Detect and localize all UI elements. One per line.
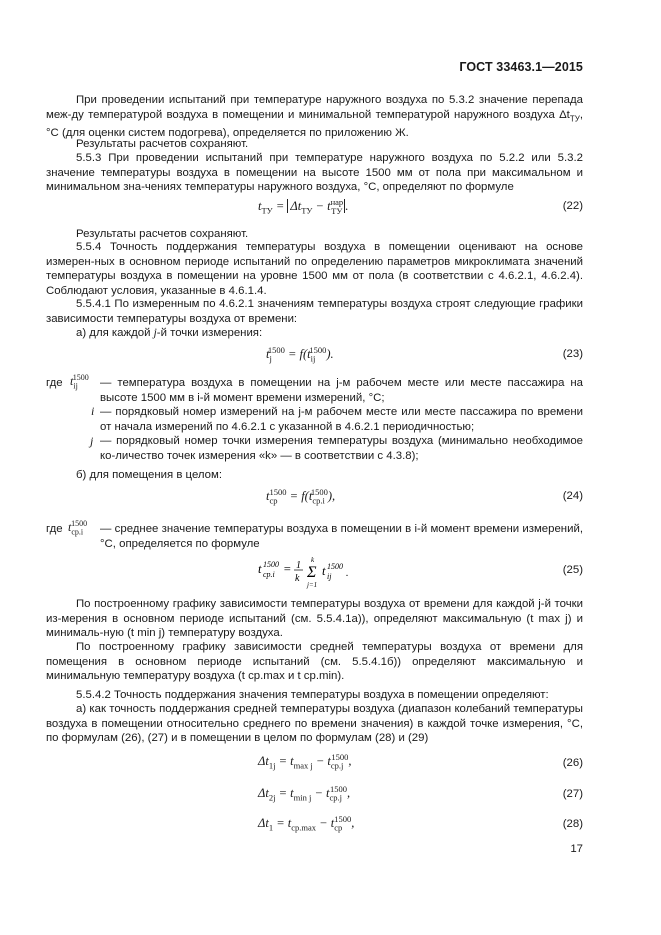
svg-text:=: = (283, 562, 292, 576)
equation-number-27: (27) (562, 788, 583, 800)
formula-25-graphic (258, 556, 358, 590)
paragraph-5-5-4-1: 5.5.4.1 По измеренным по 4.6.2.1 значениям температуры воздуха строят следующие графики зависимости температуры воздуха от времени: (46, 298, 583, 325)
formula-25 (258, 556, 358, 590)
equation-number-22: (22) (562, 200, 583, 212)
page-number: 17 (570, 843, 583, 855)
where-label-1: где (46, 377, 63, 389)
paragraph-5-5-3: 5.5.3 При проведении испытаний при температуре наружного воздуха по 5.2.2 или 5.3.2 значение температуры воздуха в помещении на высоте 1500 мм от пола при максимальном и минимальном зна-чениях температуры наружного воздуха, °С, определяют по формуле (46, 152, 583, 194)
formula-28: $\Delta t_1 = t_{ср.max} - t_{ср}^{1500}$, (258, 814, 355, 833)
equation-number-28: (28) (562, 818, 583, 830)
symbol-t-ij: $t_{ij}^{1500}$ (70, 373, 89, 391)
svg-text:ij: ij (327, 572, 332, 581)
symbol-i: i (91, 404, 95, 418)
list-item-b: б) для помещения в целом: (76, 469, 223, 481)
standard-header: ГОСТ 33463.1—2015 (459, 60, 583, 74)
equation-number-24: (24) (562, 490, 583, 502)
formula-26: $\Delta t_{1j} = t_{max j} - t_{ср.j}^{1500}$, (258, 752, 352, 771)
svg-text:k: k (295, 573, 300, 584)
symbol-j: j (90, 434, 94, 448)
svg-text:ср.i: ср.i (263, 570, 275, 579)
svg-text:.: . (346, 568, 349, 579)
paragraph-intro: При проведении испытаний при температуре наружного воздуха по 5.3.2 значение перепада меж-ду температурой воздуха в помещении и минимальной температурой наружного воздуха $\Delta t_{ТУ}$, °С (для оценки систем подогрева), определяется по приложению Ж. (46, 94, 583, 140)
svg-text:Σ: Σ (307, 564, 317, 581)
equation-number-23: (23) (562, 348, 583, 360)
paragraph-results-saved-1: Результаты расчетов сохраняют. (76, 138, 249, 150)
svg-text:k: k (311, 556, 315, 564)
list-item-accuracy-a: а) как точность поддержания средней температуры воздуха (диапазон колебаний температуры воздуха в помещении относительно среднего по времени значения) в каждой точке измерения, °С, по формулам (26), (27) и в помещении в целом по формулам (28) и (29) (46, 703, 583, 745)
definition-j: — порядковый номер точки измерения температуры воздуха (минимально необходимое ко-личество точек измерения «k» — в соответствии с 4.3.8); (100, 435, 583, 462)
formula-22: $t_{ТУ} = \Delta t_{ТУ} - t^{нар}_{ТУ}$ . (258, 197, 349, 216)
svg-text:t: t (322, 564, 326, 578)
paragraph-graph-room: По построенному графику зависимости средней температуры воздуха от времени для помещения в основном периоде испытаний (см. 5.5.4.1б)) определяют максимальную и минимальную температуру воздуха (t ср.max и t ср.min). (46, 641, 583, 683)
paragraph-graph-each-point: По построенному графику зависимости температуры воздуха от времени для каждой j-й точки из-мерения в основном периоде испытаний (см. 5.5.4.1а)), определяют максимальную (t max j) и минималь-ную (t min j) температуру воздуха. (46, 598, 583, 640)
definition-i: — порядковый номер измерений на j-м рабочем месте или месте пассажира по времени от начала измерений по 4.6.2.1 с указанной в 4.6.2.1 периодичностью; (100, 406, 583, 433)
formula-27: $\Delta t_{2j} = t_{min j} - t_{ср.j}^{1500}$, (258, 784, 351, 803)
svg-text:1500: 1500 (327, 562, 343, 571)
symbol-t-cp-i: $t_{ср.i}^{1500}$ (68, 519, 88, 537)
definition-t-ij: — температура воздуха в помещении на j-м рабочем месте или месте пассажира на высоте 1500 мм в i-й момент времени измерений, °С; (100, 377, 583, 404)
formula-23: $t_j^{1500} = f(t_{ij}^{1500})$. (266, 345, 334, 364)
definition-t-cp-i: — среднее значение температуры воздуха в помещении в i-й момент времени измерений, °С, определяется по формуле (100, 523, 583, 550)
equation-number-26: (26) (562, 757, 583, 769)
formula-24: $t_{ср}^{1500} = f(t_{ср.i}^{1500})$, (266, 487, 336, 506)
equation-number-25: (25) (562, 564, 583, 576)
paragraph-results-saved-2: Результаты расчетов сохраняют. (76, 228, 249, 240)
svg-text:j=1: j=1 (307, 581, 318, 589)
paragraph-5-5-4: 5.5.4 Точность поддержания температуры воздуха в помещении оценивают на основе измерен-ных в основном периоде испытаний по определению параметров микроклимата значений температуры воздуха в помещении на уровне 1500 мм от пола (в соответствии с 4.6.2.1, 4.6.2.4). Соблюдают условия, указанные в 4.6.1.4. (46, 241, 583, 297)
svg-text:1: 1 (296, 560, 301, 571)
svg-text:1500: 1500 (263, 560, 279, 569)
list-item-a: а) для каждой j-й точки измерения: (76, 327, 263, 339)
svg-text:t: t (258, 562, 262, 576)
paragraph-5-5-4-2: 5.5.4.2 Точность поддержания значения температуры воздуха в помещении определяют: (76, 689, 549, 701)
where-label-2: где (46, 523, 63, 535)
